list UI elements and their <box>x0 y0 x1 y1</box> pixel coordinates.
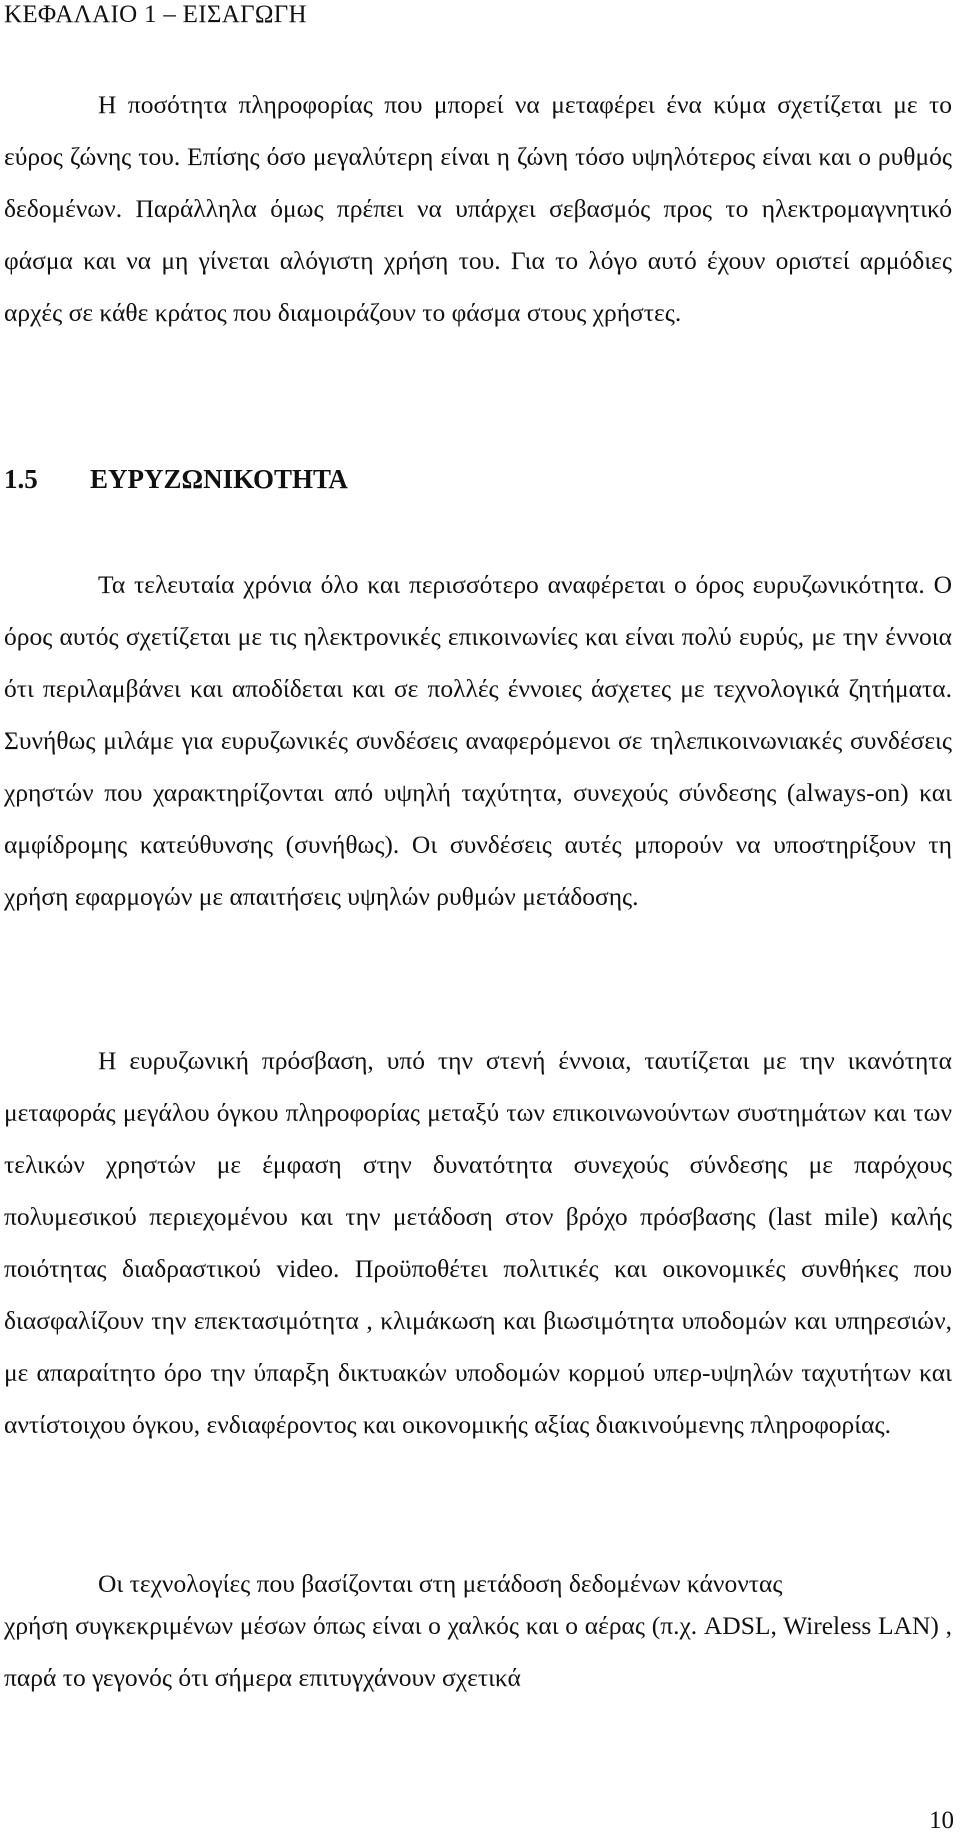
chapter-running-header: ΚΕΦΑΛΑΙΟ 1 – ΕΙΣΑΓΩΓΗ <box>4 1 307 28</box>
section-heading <box>4 462 348 496</box>
section-title: ΕΥΡΥΖΩΝΙΚΟΤΗΤΑ <box>90 464 348 494</box>
paragraph-broadband-definition: Τα τελευταία χρόνια όλο και περισσότερο αναφέρεται ο όρος ευρυζωνικότητα. Ο όρος αυτός σχετίζεται με τις ηλεκτρονικές επικοινωνίες και είναι πολύ ευρύς, με την έννοια ότι περιλαμβάνει και αποδίδεται και σε πολλές έννοιες άσχετες με τεχνολογικά ζητήματα. Συνήθως μιλάμε για ευρυζωνικές συνδέσεις αναφερόμενοι σε τηλεπικοινωνιακές συνδέσεις χρηστών που χαρακτηρίζονται από υψηλή ταχύτητα, συνεχούς σύνδεσης (always-on) και αμφίδρομης κατεύθυνσης (συνήθως). Οι συνδέσεις αυτές μπορούν να υποστηρίξουν τη χρήση εφαρμογών με απαιτήσεις υψηλών ρυθμών μετάδοσης. <box>4 570 952 911</box>
paragraph-technologies-first-line: Οι τεχνολογίες που βασίζονται στη μετάδοση δεδομένων κάνοντας <box>98 1569 783 1598</box>
paragraph-wave-bandwidth: Η ποσότητα πληροφορίας που μπορεί να μεταφέρει ένα κύμα σχετίζεται με το εύρος ζώνης του. Επίσης όσο μεγαλύτερη είναι η ζώνη τόσο υψηλότερος είναι και ο ρυθμός δεδομένων. Παράλληλα όμως πρέπει να υπάρχει σεβασμός προς το ηλεκτρομαγνητικό φάσμα και να μη γίνεται αλόγιστη χρήση του. Για το λόγο αυτό έχουν οριστεί αρμόδιες αρχές σε κάθε κράτος που διαμοιράζουν το φάσμα στους χρήστες. <box>4 90 952 327</box>
page-number: 10 <box>929 1807 954 1834</box>
section-number: 1.5 <box>4 464 38 494</box>
paragraph-technologies-continued: χρήση συγκεκριμένων μέσων όπως είναι ο χαλκός και ο αέρας (π.χ. ADSL, Wireless LAN) , παρά το γεγονός ότι σήμερα επιτυγχάνουν σχετικά <box>4 1611 952 1692</box>
paragraph-broadband-access: Η ευρυζωνική πρόσβαση, υπό την στενή έννοια, ταυτίζεται με την ικανότητα μεταφοράς μεγάλου όγκου πληροφορίας μεταξύ των επικοινωνούντων συστημάτων και των τελικών χρηστών με έμφαση στην δυνατότητα συνεχούς σύνδεσης με παρόχους πολυμεσικού περιεχομένου και την μετάδοση στον βρόχο πρόσβασης (last mile) καλής ποιότητας διαδραστικού video. Προϋποθέτει πολιτικές και οικονομικές συνθήκες που διασφαλίζουν την επεκτασιμότητα , κλιμάκωση και βιωσιμότητα υποδομών και υπηρεσιών, με απαραίτητο όρο την ύπαρξη δικτυακών υποδομών κορμού υπερ-υψηλών ταχυτήτων και αντίστοιχου όγκου, ενδιαφέροντος και οικονομικής αξίας διακινούμενης πληροφορίας. <box>4 1046 952 1439</box>
